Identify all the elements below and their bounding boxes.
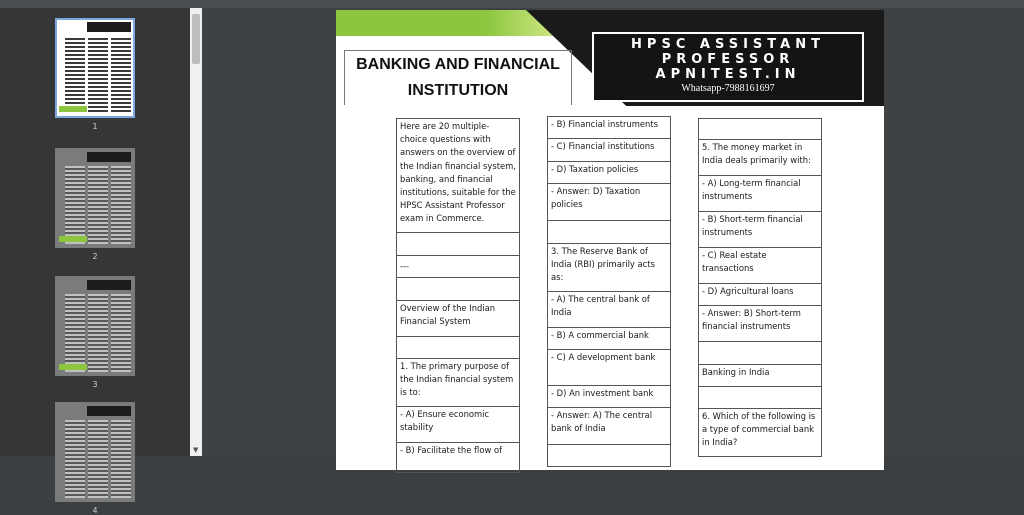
thumbnail-image[interactable] — [55, 276, 135, 376]
document-viewer — [202, 8, 1024, 456]
table-cell: 6. Which of the following is a type of commercial bank in India? — [698, 409, 822, 457]
table-cell: - B) Financial instruments — [547, 116, 671, 139]
question-column-3 — [698, 118, 822, 457]
table-cell: - A) Ensure economic stability — [396, 407, 520, 443]
table-cell: 1. The primary purpose of the Indian financial system is to: — [396, 359, 520, 407]
table-cell: - B) A commercial bank — [547, 328, 671, 350]
thumb-header-band — [87, 280, 131, 290]
scrollbar-thumb[interactable] — [192, 14, 200, 64]
thumb-column — [111, 166, 131, 244]
thumb-column — [65, 166, 85, 244]
thumbnail-page-number: 1 — [92, 122, 98, 131]
table-cell: Banking in India — [698, 365, 822, 387]
thumbnail-image[interactable] — [55, 148, 135, 248]
table-cell: - C) A development bank — [547, 350, 671, 386]
thumb-column — [65, 36, 85, 114]
document-title — [344, 50, 572, 105]
table-cell: - C) Financial institutions — [547, 139, 671, 162]
thumb-column — [65, 294, 85, 372]
table-cell: Here are 20 multiple-choice questions with answers on the overview of the Indian financial system, banking, and financial institutions, suitable for the HPSC Assistant Professor exam in Commerce. — [396, 118, 520, 233]
brand-line-2: PROFESSOR — [661, 52, 795, 67]
thumb-column — [88, 36, 108, 114]
title-line-1: BANKING AND FINANCIAL — [356, 56, 560, 73]
table-cell: 3. The Reserve Bank of India (RBI) primarily acts as: — [547, 244, 671, 292]
thumb-column — [111, 36, 131, 114]
table-cell — [547, 221, 671, 244]
table-cell: - C) Real estate transactions — [698, 248, 822, 284]
question-column-1 — [396, 118, 520, 473]
table-cell — [547, 445, 671, 467]
thumbnail-image[interactable] — [55, 402, 135, 502]
thumbnail-sidebar — [0, 8, 190, 515]
page-thumbnail-2[interactable] — [55, 148, 135, 261]
table-cell: - A) Long-term financial instruments — [698, 176, 822, 212]
thumb-header-band — [87, 22, 131, 32]
brand-logo-box — [592, 32, 864, 102]
brand-line-3: APNITEST.IN — [655, 67, 801, 82]
page-thumbnail-1[interactable] — [55, 18, 135, 131]
brand-whatsapp: Whatsapp-7988161697 — [681, 83, 775, 94]
title-line-2: INSTITUTION — [407, 82, 509, 99]
thumb-column — [88, 420, 108, 498]
table-cell: --- — [396, 256, 520, 278]
table-cell — [698, 118, 822, 140]
thumbnail-page-number: 2 — [92, 252, 98, 261]
table-cell — [396, 278, 520, 301]
thumb-column — [65, 420, 85, 498]
table-cell — [396, 337, 520, 359]
thumb-column — [111, 420, 131, 498]
table-cell: - D) An investment bank — [547, 386, 671, 408]
table-cell — [698, 387, 822, 409]
thumbnail-page-number: 4 — [92, 506, 98, 515]
table-cell: - Answer: B) Short-term financial instruments — [698, 306, 822, 342]
pdf-page — [336, 10, 884, 470]
table-cell: - Answer: A) The central bank of India — [547, 408, 671, 445]
scroll-down-arrow-icon[interactable]: ▼ — [193, 446, 199, 454]
top-toolbar-strip — [0, 0, 1024, 8]
table-cell: - B) Facilitate the flow of — [396, 443, 520, 473]
brand-line-1: HPSC ASSISTANT — [631, 37, 825, 52]
question-column-2 — [547, 116, 671, 467]
thumb-column — [88, 294, 108, 372]
thumb-header-band — [87, 152, 131, 162]
thumbnail-image[interactable] — [55, 18, 135, 118]
thumb-column — [88, 166, 108, 244]
table-cell: Overview of the Indian Financial System — [396, 301, 520, 337]
thumb-header-band — [87, 406, 131, 416]
table-cell: - D) Agricultural loans — [698, 284, 822, 306]
table-cell: 5. The money market in India deals primarily with: — [698, 140, 822, 176]
page-thumbnail-4[interactable] — [55, 402, 135, 515]
thumbnail-page-number: 3 — [92, 380, 98, 389]
thumb-green-band — [59, 106, 87, 112]
thumb-green-band — [59, 236, 87, 242]
table-cell: - A) The central bank of India — [547, 292, 671, 328]
thumb-column — [111, 294, 131, 372]
table-cell: - B) Short-term financial instruments — [698, 212, 822, 248]
thumb-green-band — [59, 364, 87, 370]
sidebar-scrollbar[interactable] — [190, 8, 202, 456]
table-cell — [698, 342, 822, 365]
page-thumbnail-3[interactable] — [55, 276, 135, 389]
table-cell — [396, 233, 520, 256]
table-cell: - Answer: D) Taxation policies — [547, 184, 671, 221]
table-cell: - D) Taxation policies — [547, 162, 671, 184]
